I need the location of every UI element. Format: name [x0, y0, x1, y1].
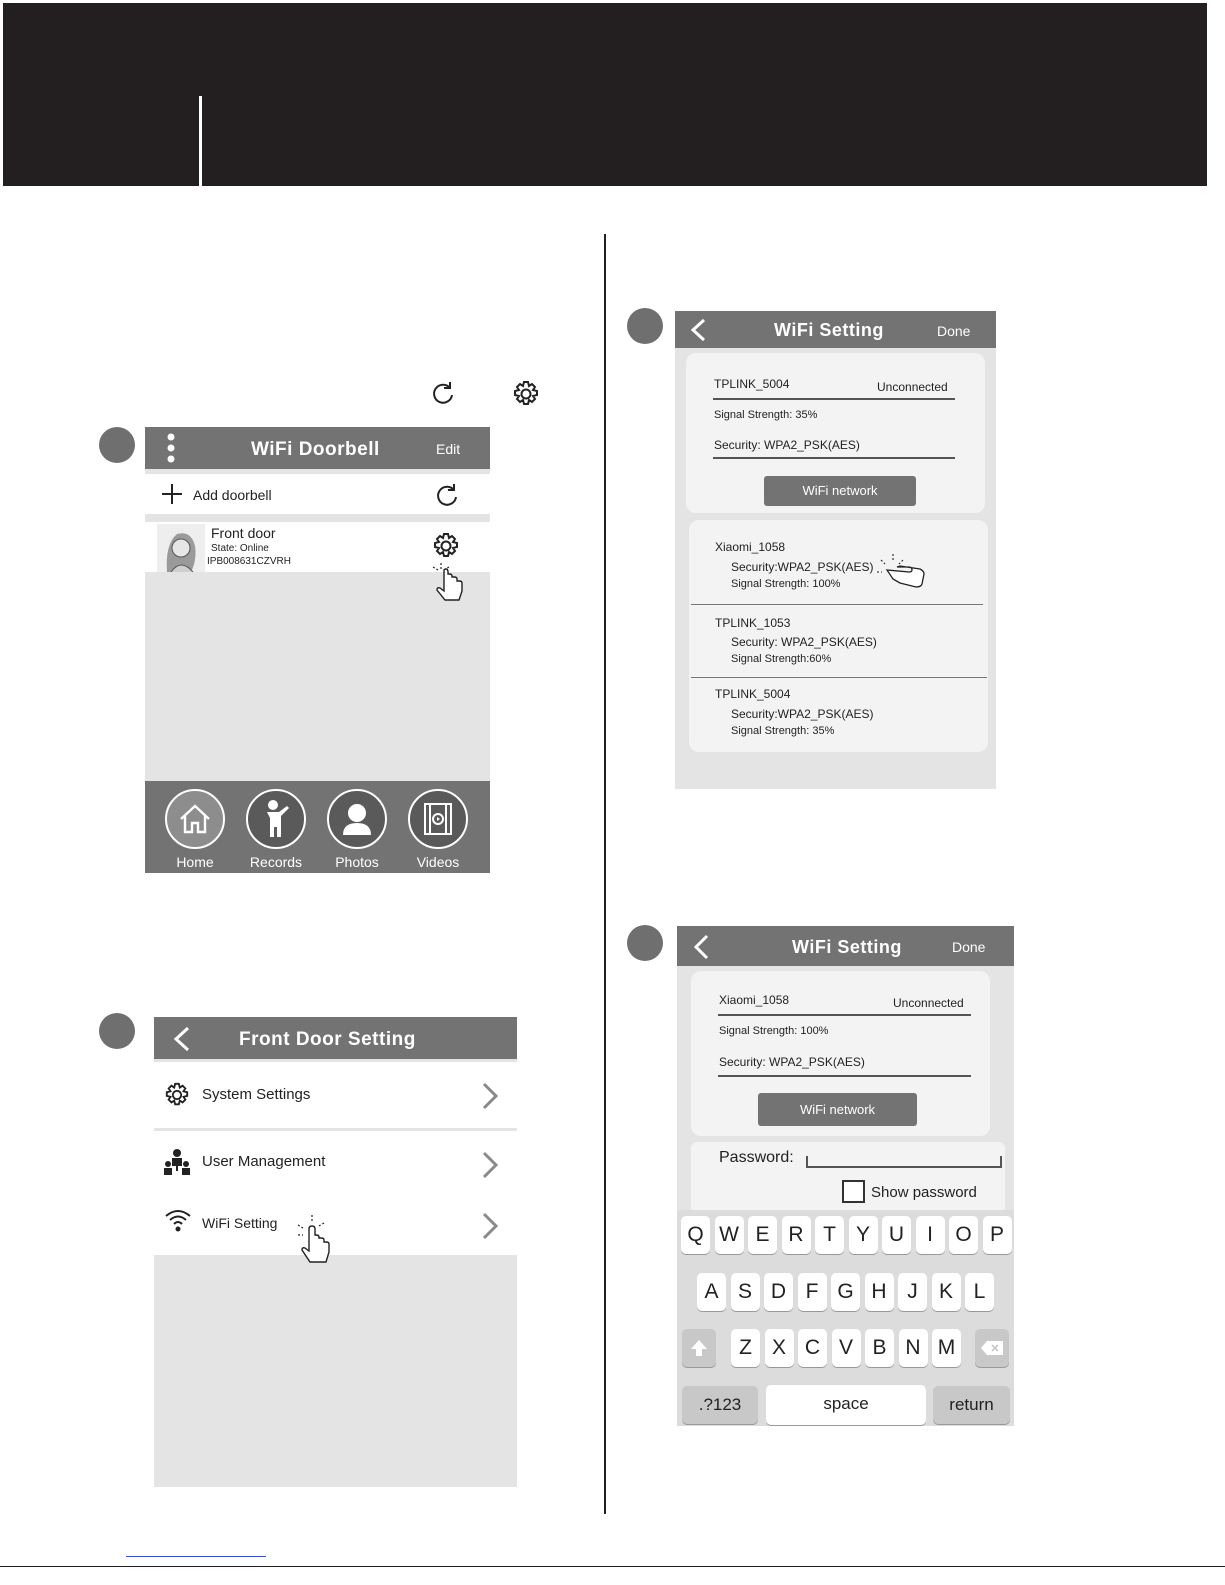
wifi-setting-label: WiFi Setting [202, 1215, 278, 1231]
add-doorbell-row[interactable] [145, 474, 490, 514]
system-settings-label: System Settings [202, 1086, 311, 1103]
key-c[interactable]: C [798, 1329, 827, 1367]
divider [718, 1014, 971, 1016]
divider [718, 1075, 971, 1077]
return-key[interactable]: return [933, 1386, 1010, 1424]
divider [713, 398, 955, 400]
key-f[interactable]: F [798, 1273, 827, 1311]
network-item[interactable] [689, 520, 988, 596]
gear-icon [512, 380, 540, 408]
key-t[interactable]: T [815, 1216, 844, 1254]
device-state: State: Online [211, 543, 269, 554]
user-management-label: User Management [202, 1153, 326, 1170]
current-network-card [686, 353, 985, 513]
network-ssid: TPLINK_5004 [715, 687, 791, 701]
chevron-right-icon [481, 1212, 499, 1240]
edit-button[interactable]: Edit [436, 441, 461, 457]
selected-security: Security: WPA2_PSK(AES) [719, 1055, 865, 1069]
available-networks-card [689, 520, 988, 752]
doorbell-title-bar [145, 427, 490, 469]
nav-photos[interactable] [326, 789, 388, 870]
key-y[interactable]: Y [849, 1216, 878, 1254]
password-input[interactable] [806, 1156, 1002, 1168]
key-i[interactable]: I [916, 1216, 945, 1254]
current-security: Security: WPA2_PSK(AES) [714, 438, 860, 452]
hand-pointer-icon [873, 552, 931, 592]
step-marker-4 [627, 925, 663, 961]
selected-ssid: Xiaomi_1058 [719, 993, 790, 1007]
front-door-title: Front Door Setting [239, 1029, 416, 1050]
wifi-list-title-bar [675, 311, 996, 348]
numbers-key[interactable]: .?123 [682, 1386, 758, 1424]
network-ssid: TPLINK_1053 [715, 616, 791, 630]
shift-key[interactable] [682, 1329, 716, 1367]
nav-videos-label: Videos [416, 854, 460, 870]
device-thumbnail [157, 524, 205, 572]
network-item[interactable] [689, 606, 988, 676]
header-band [3, 3, 1207, 186]
done-button[interactable]: Done [952, 939, 986, 955]
back-icon[interactable] [172, 1026, 192, 1052]
hand-pointer-icon [294, 1213, 340, 1269]
key-r[interactable]: R [782, 1216, 811, 1254]
step-marker-2 [99, 1013, 135, 1049]
done-button[interactable]: Done [937, 323, 971, 339]
menu-user-management[interactable] [154, 1131, 517, 1197]
users-icon [162, 1147, 192, 1177]
key-e[interactable]: E [748, 1216, 777, 1254]
chevron-right-icon [481, 1082, 499, 1110]
key-v[interactable]: V [832, 1329, 861, 1367]
key-w[interactable]: W [715, 1216, 744, 1254]
network-security: Security: WPA2_PSK(AES) [731, 635, 877, 649]
footer-rule [0, 1566, 1225, 1567]
device-name: Front door [211, 525, 276, 541]
network-signal: Signal Strength: 35% [731, 725, 835, 737]
key-d[interactable]: D [764, 1273, 793, 1311]
network-security: Security:WPA2_PSK(AES) [731, 560, 874, 574]
shift-icon [689, 1338, 709, 1358]
key-j[interactable]: J [898, 1273, 927, 1311]
wifi-list-title: WiFi Setting [774, 320, 884, 340]
videos-icon [408, 789, 468, 849]
key-p[interactable]: P [983, 1216, 1012, 1254]
step-marker-1 [99, 427, 135, 463]
header-divider [199, 96, 202, 186]
key-q[interactable]: Q [681, 1216, 710, 1254]
back-icon[interactable] [692, 934, 710, 960]
nav-records-label: Records [249, 854, 303, 870]
gear-icon[interactable] [432, 532, 460, 560]
space-key[interactable]: space [766, 1385, 926, 1425]
key-u[interactable]: U [882, 1216, 911, 1254]
network-item[interactable] [689, 679, 988, 749]
wifi-network-button[interactable]: WiFi network [758, 1093, 917, 1126]
plus-icon [161, 483, 183, 505]
photos-icon [327, 789, 387, 849]
divider [713, 457, 955, 459]
selected-signal: Signal Strength: 100% [719, 1025, 829, 1037]
nav-records[interactable] [245, 789, 307, 870]
show-password-label: Show password [871, 1184, 977, 1201]
network-ssid: Xiaomi_1058 [715, 540, 786, 554]
backspace-key[interactable] [975, 1329, 1009, 1367]
nav-home[interactable] [164, 789, 226, 870]
current-signal: Signal Strength: 35% [714, 409, 818, 421]
key-n[interactable]: N [899, 1329, 928, 1367]
front-door-setting-screen [154, 1017, 517, 1487]
column-divider [604, 234, 606, 1514]
key-g[interactable]: G [831, 1273, 860, 1311]
menu-system-settings[interactable] [154, 1062, 517, 1128]
show-password-checkbox[interactable] [842, 1180, 865, 1203]
step-marker-3 [627, 308, 663, 344]
back-icon[interactable] [689, 318, 707, 342]
key-s[interactable]: S [731, 1273, 760, 1311]
refresh-icon [430, 380, 456, 406]
password-label: Password: [719, 1149, 794, 1166]
doorbell-title: WiFi Doorbell [251, 439, 380, 460]
front-door-title-bar [154, 1017, 517, 1059]
refresh-icon[interactable] [434, 482, 460, 508]
wifi-password-title-bar [677, 926, 1014, 966]
hand-pointer-icon [429, 561, 475, 605]
divider [691, 604, 983, 605]
wifi-list-screen [675, 311, 996, 789]
backspace-icon [980, 1340, 1004, 1356]
current-ssid: TPLINK_5004 [714, 377, 790, 391]
home-icon [165, 789, 225, 849]
network-signal: Signal Strength: 100% [731, 578, 841, 590]
current-status: Unconnected [877, 380, 948, 394]
divider [691, 677, 987, 678]
device-id: IPB008631CZVRH [207, 556, 291, 567]
nav-photos-label: Photos [335, 854, 379, 870]
footer-link-rule [126, 1556, 266, 1557]
wifi-icon [164, 1208, 192, 1232]
key-z[interactable]: Z [731, 1329, 760, 1367]
key-o[interactable]: O [949, 1216, 978, 1254]
nav-home-label: Home [176, 854, 214, 870]
doorbell-screen [145, 427, 490, 873]
wifi-network-button[interactable]: WiFi network [764, 476, 916, 506]
wifi-password-screen [677, 926, 1014, 1426]
key-b[interactable]: B [865, 1329, 894, 1367]
key-x[interactable]: X [765, 1329, 794, 1367]
wifi-password-title: WiFi Setting [792, 937, 902, 957]
gear-icon [164, 1082, 190, 1108]
key-m[interactable]: M [932, 1329, 961, 1367]
selected-network-card [691, 971, 990, 1136]
network-signal: Signal Strength:60% [731, 653, 832, 665]
network-security: Security:WPA2_PSK(AES) [731, 707, 874, 721]
add-doorbell-label: Add doorbell [193, 487, 272, 503]
selected-status: Unconnected [893, 996, 964, 1010]
key-h[interactable]: H [865, 1273, 894, 1311]
records-icon [246, 789, 306, 849]
nav-videos[interactable] [407, 789, 469, 870]
chevron-right-icon [481, 1151, 499, 1179]
bottom-nav [145, 781, 490, 873]
key-k[interactable]: K [932, 1273, 961, 1311]
menu-dots-icon[interactable] [167, 433, 175, 463]
key-a[interactable]: A [697, 1273, 726, 1311]
key-l[interactable]: L [965, 1273, 994, 1311]
